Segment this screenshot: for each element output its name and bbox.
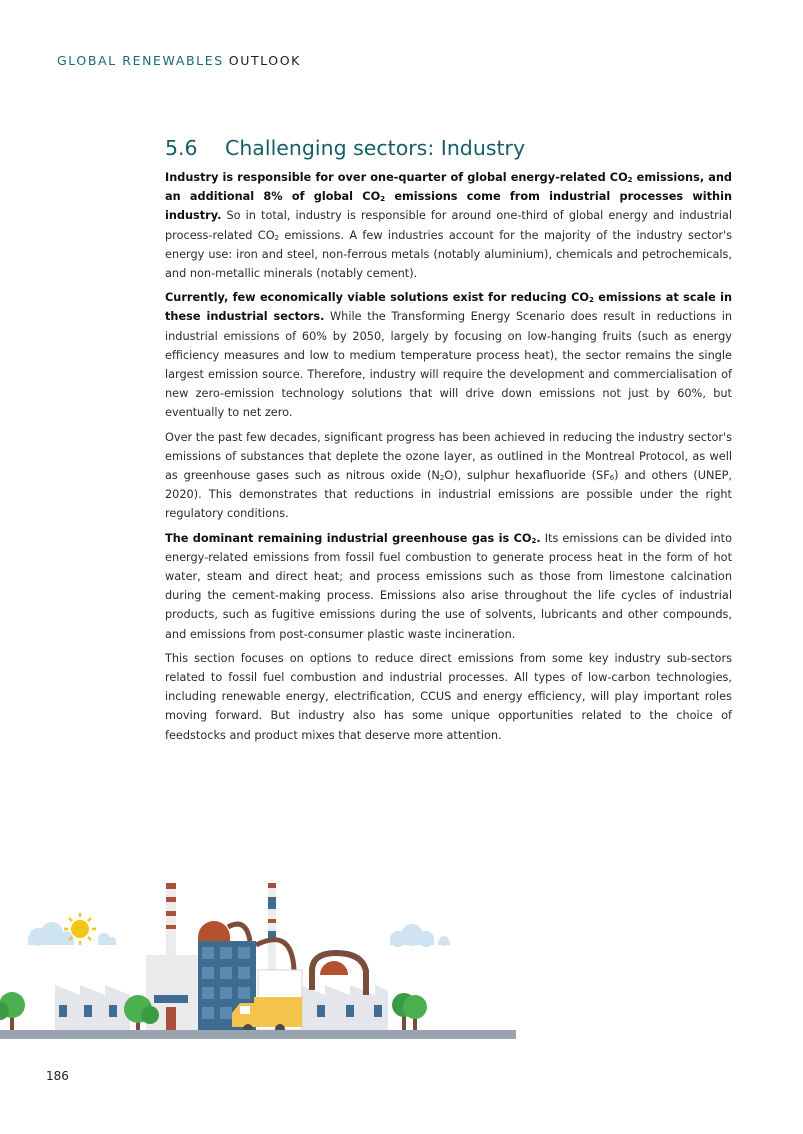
- ground: [0, 1030, 516, 1039]
- paragraph-2: Currently, few economically viable solutions exist for reducing $CO_2$ emissions at scale in these industrial sectors. While the Transforming Energy Scenario does result in reductions in industrial emissions of 60% by 2050, largely by focusing on low-hanging fruits (such as energy efficiency measures and low to medium temperature process heat), the sector remains the single largest emission source. Therefore, industry will require the development and commercialisation of new zero-emission technology solutions that will drive down emissions not just by 60%, but eventually to net zero.: [165, 291, 733, 420]
- cloud-icon: [390, 924, 450, 947]
- p1-lead: Industry is responsible for over one-quarter of global energy-related $CO_2$ emissions, and an additional 8% of global $CO_2$ emissions come from industrial processes within industry.: [165, 171, 733, 223]
- paragraph-1: Industry is responsible for over one-quarter of global energy-related $CO_2$ emissions, and an additional 8% of global $CO_2$ emissions come from industrial processes within industry. So in total, industry is responsible for around one-third of global energy and industrial process-related $CO_2$ emissions. A few industries account for the majority of the industry sector's energy use: iron and steel, non-ferrous metals (notably aluminium), chemicals and petrochemicals, and non-metallic minerals (notably cement).: [165, 171, 733, 281]
- section-title: Challenging sectors: Industry: [225, 136, 526, 160]
- p4-lead: The dominant remaining industrial greenhouse gas is $CO_2$.: [165, 531, 541, 545]
- industry-illustration: [0, 875, 520, 1045]
- chimney: [166, 883, 176, 958]
- section-number: 5.6: [165, 136, 198, 160]
- page-number: 186: [46, 1069, 69, 1083]
- chimney: [268, 883, 276, 973]
- section-heading: [165, 136, 525, 160]
- paragraph-4: The dominant remaining industrial greenhouse gas is $CO_2$. Its emissions can be divided into energy-related emissions from fossil fuel combustion to generate process heat in the form of hot water, steam and direct heat; and process emissions such as those from limestone calcination during the cement-making process. Emissions also arise throughout the life cycles of industrial products, such as fugitive emissions during the use of solvents, lubricants and other compounds, and emissions from post-consumer plastic waste incineration.: [165, 531, 732, 641]
- paragraph-3: Over the past few decades, significant progress has been achieved in reducing the industry sector's emissions of substances that deplete the ozone layer, as outlined in the Montreal Protocol, as well as greenhouse gases such as nitrous oxide $(N_2O)$, sulphur hexafluoride $(SF_6)$ and others (UNEP, 2020). This demonstrates that reductions in industrial emissions are possible under the right regulatory conditions.: [165, 430, 732, 521]
- header-rest: OUTLOOK: [228, 53, 301, 68]
- tree-icon: [392, 993, 427, 1033]
- p2-lead: Currently, few economically viable solutions exist for reducing $CO_2$ emissions at scale in these industrial sectors.: [165, 291, 733, 324]
- paragraph-5: This section focuses on options to reduce direct emissions from some key industry sub-sectors related to fossil fuel combustion and industrial processes. All types of low-carbon technologies, including renewable energy, electrification, CCUS and energy efficiency, will play important roles moving forward. But industry also has some unique opportunities related to the choice of feedstocks and product mixes that deserve more attention.: [165, 651, 732, 742]
- tree-icon: [0, 992, 25, 1032]
- body-text: [165, 168, 732, 750]
- header-highlight: GLOBAL RENEWABLES: [57, 53, 224, 68]
- running-header: [57, 53, 301, 68]
